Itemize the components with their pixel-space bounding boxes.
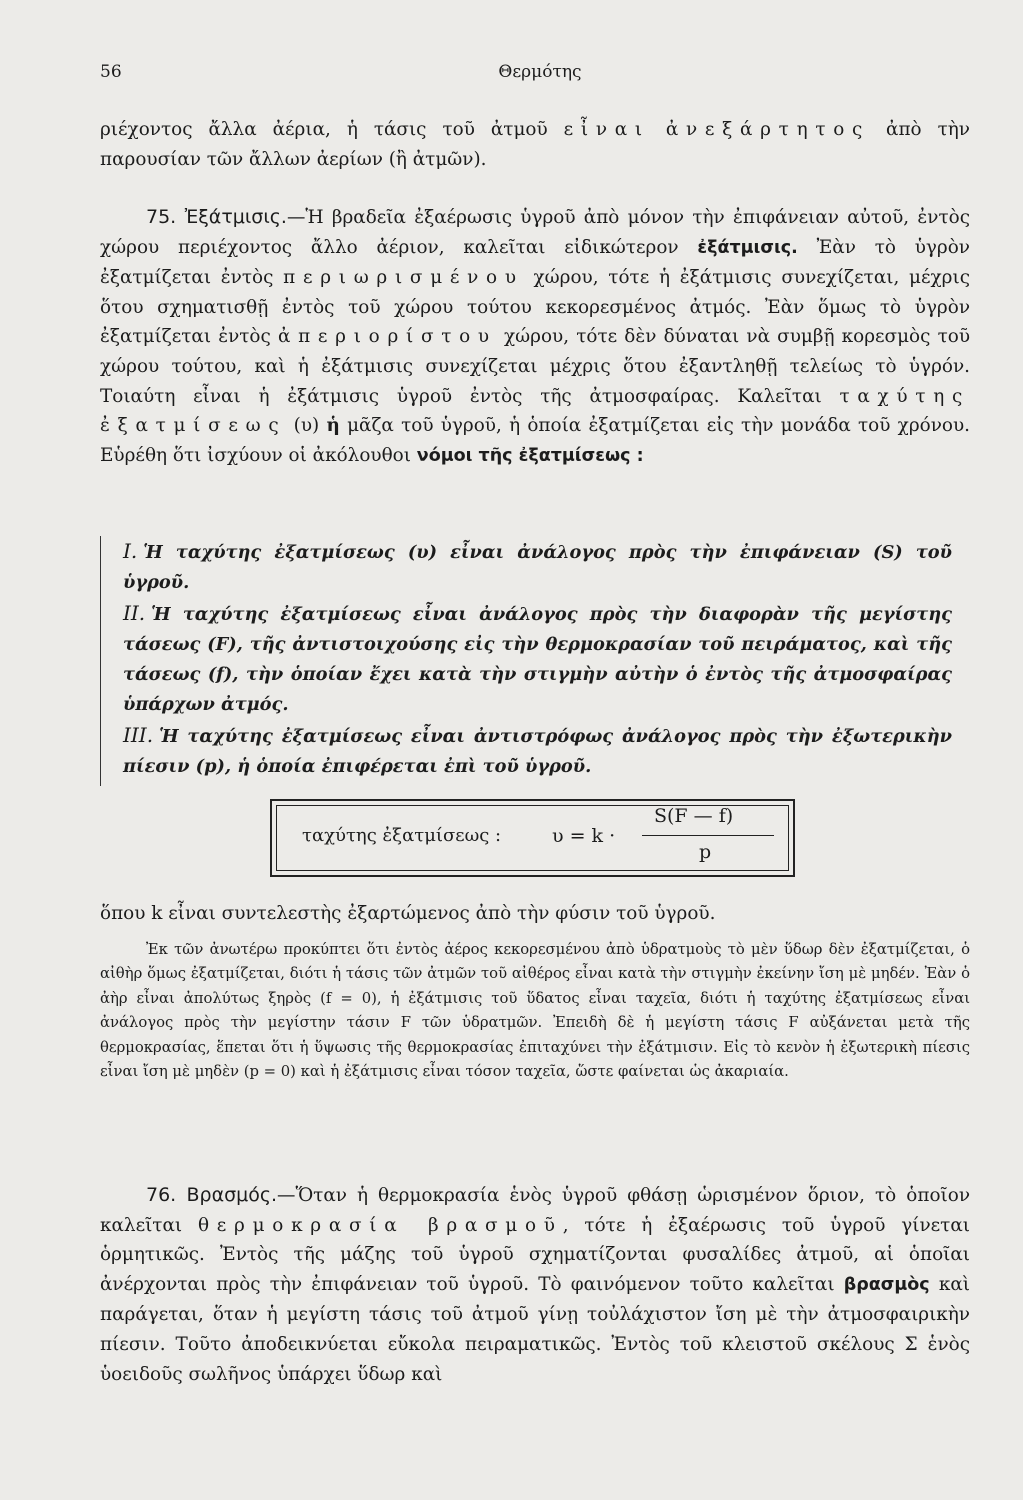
page-header xyxy=(100,62,980,92)
section-76-text-1: —Ὅταν ἡ θερμοκρασία ἑνὸς ὑγροῦ φθάσῃ ὡρισμένον ὅριον, τὸ ὁποῖον καλεῖται xyxy=(100,1185,970,1236)
fraction-bar xyxy=(642,835,774,836)
section-76-number: 76. xyxy=(146,1184,187,1206)
section-76-text-3: καὶ παράγεται, ὅταν ἡ μεγίστη τάσις τοῦ ἀτμοῦ γίνῃ τοὐλάχιστον ἴση μὲ τὴν ἀτμοσφαιρικὴν πίεσιν. Τοῦτο ἀποδεικνύεται εὔκολα πειραματικῶς. Ἐντὸς τοῦ κλειστοῦ σκέλους Σ ἑνὸς ὑοειδοῦς σωλῆνος ὑπάρχει ὕδωρ καὶ xyxy=(100,1273,970,1385)
section-75-text-3: χώρου, τότε ἡ ἐξάτμισις συνεχίζεται, μέχρις ὅτου σχηματισθῇ ἐντὸς τοῦ χώρου τούτου κεκορεσμένος ἀτμός. Ἐὰν ὅμως τὸ ὑγρὸν ἐξατμίζεται ἐντὸς xyxy=(100,267,970,348)
formula-numerator: S(F — f) xyxy=(654,805,734,827)
law-2-text: Ἡ ταχύτης ἐξατμίσεως εἶναι ἀνάλογος πρὸς τὴν διαφορὰν τῆς μεγίστης τάσεως (F), τῆς ἀντιστοιχούσης εἰς τὴν θερμοκρασίαν τοῦ πειράματος, καὶ τῆς τάσεως (f), τὴν ὁποίαν ἔχει κατὰ τὴν στιγμὴν αὐτὴν ὁ ἐντὸς τῆς ἀτμοσφαίρας ὑπάρχων ἀτμός. xyxy=(123,604,952,715)
law-3-numeral: III. xyxy=(123,723,154,747)
law-2-numeral: II. xyxy=(123,601,146,625)
section-75-text-1: —Ἡ βραδεῖα ἐξαέρωσις ὑγροῦ ἀπὸ μόνον τὴν ἐπιφάνειαν αὐτοῦ, ἐντὸς χώρου περιέχοντος ἄλλο ἀέριον, καλεῖται εἰδικώτερον xyxy=(100,207,970,258)
intro-paragraph xyxy=(100,115,970,174)
section-75-text-2: Ἐὰν τὸ ὑγρὸν ἐξατμίζεται ἐντὸς xyxy=(100,236,970,289)
law-1 xyxy=(123,536,952,598)
page-number: 56 xyxy=(100,62,122,82)
section-75 xyxy=(100,203,970,471)
term-vrasmos: βρασμὸς xyxy=(843,1274,930,1295)
formula-label: ταχύτης ἐξατμίσεως : xyxy=(302,825,502,846)
spaced-word-aperioristou: ἀπεριορίστου xyxy=(277,326,497,348)
law-1-numeral: I. xyxy=(123,539,138,563)
section-75-heading: Ἐξάτμισις. xyxy=(184,206,287,228)
spaced-word-einai: εἶναι xyxy=(563,119,650,140)
term-exatmisis: ἐξάτμισις. xyxy=(697,237,798,258)
running-title: Θερμότης xyxy=(498,62,582,82)
bold-article: ἡ xyxy=(326,415,340,437)
section-76 xyxy=(100,1181,970,1389)
intro-text: ριέχοντος ἄλλα ἀέρια, ἡ τάσις τοῦ ἀτμοῦ xyxy=(100,119,564,140)
laws-heading: νόμοι τῆς ἐξατμίσεως : xyxy=(416,445,644,466)
formula-lhs: υ = k · xyxy=(552,825,616,847)
formula-denominator: p xyxy=(699,841,712,863)
formula-box xyxy=(270,799,795,877)
law-3-text: Ἡ ταχύτης ἐξατμίσεως εἶναι ἀντιστρόφως ἀνάλογος πρὸς τὴν ἐξωτερικὴν πίεσιν (p), ἡ ὁποία ἐπιφέρεται ἐπὶ τοῦ ὑγροῦ. xyxy=(123,726,952,777)
law-2 xyxy=(123,598,952,720)
section-75-text-6: μᾶζα τοῦ ὑγροῦ, ἡ ὁποία ἐξατμίζεται εἰς τὴν μονάδα τοῦ χρόνου. Εὑρέθη ὅτι ἰσχύουν οἱ ἀκόλουθοι xyxy=(100,415,970,466)
spaced-term-boiling-point: θερμοκρασία βρασμοῦ xyxy=(198,1214,563,1236)
law-3 xyxy=(123,720,952,782)
evaporation-laws xyxy=(100,536,952,786)
law-1-text: Ἡ ταχύτης ἐξατμίσεως (υ) εἶναι ἀνάλογος πρὸς τὴν ἐπιφάνειαν (S) τοῦ ὑγροῦ. xyxy=(123,542,952,593)
section-76-heading: Βρασμός. xyxy=(186,1184,278,1206)
intro-text-end: ἀπὸ τὴν παρουσίαν τῶν ἄλλων ἀερίων (ἢ ἀτμῶν). xyxy=(100,119,970,170)
section-75-text-4: χώρου, τότε δὲν δύναται νὰ συμβῇ κορεσμὸς τοῦ χώρου τούτου, καὶ ἡ ἐξάτμισις συνεχίζεται μέχρις ὅτου ἐξαντληθῇ τελείως τὸ ὑγρόν. Τοιαύτη εἶναι ἡ ἐξάτμισις ὑγροῦ ἐντὸς τῆς ἀτμοσφαίρας. Καλεῖται xyxy=(100,326,971,407)
spaced-word-anexartitos: ἀνεξάρτητος xyxy=(665,119,871,140)
spaced-word-periorismenou: περιωρισμένου xyxy=(283,267,524,289)
small-print-text: Ἐκ τῶν ἀνωτέρω προκύπτει ὅτι ἐντὸς ἀέρος κεκορεσμένου ἀπὸ ὑδρατμοὺς τὸ μὲν ὕδωρ δὲν ἐξατμίζεται, ὁ αἰθὴρ ὅμως ἐξατμίζεται, διότι ἡ τάσις τῶν ἀτμῶν τοῦ αἰθέρος εἶναι κατὰ τὴν στιγμὴν ἐκείνην ἴση μὲ μηδέν. Ἐὰν ὁ ἀὴρ εἶναι ἀπολύτως ξηρὸς (f = 0), ἡ ἐξάτμισις τοῦ ὕδατος εἶναι ταχεῖα, διότι ἡ ταχύτης ἐξατμίσεως εἶναι ἀνάλογος πρὸς τὴν μεγίστην τάσιν F τῶν ὑδρατμῶν. Ἐπειδὴ δὲ ἡ μεγίστη τάσις F αὐξάνεται μετὰ τῆς θερμοκρασίας, ἕπεται ὅτι ἡ ὕψωσις τῆς θερμοκρασίας ἐπιταχύνει τὴν ἐξάτμισιν. Εἰς τὸ κενὸν ἡ ἐξωτερικὴ πίεσις εἶναι ἴση μὲ μηδὲν (p = 0) καὶ ἡ ἐξάτμισις εἶναι τόσον ταχεῖα, ὥστε φαίνεται ὡς ἀκαριαία. xyxy=(100,941,970,1081)
section-75-text-5: (υ) xyxy=(286,415,327,437)
formula-explanation-text: ὅπου k εἶναι συντελεστὴς ἐξαρτώμενος ἀπὸ τὴν φύσιν τοῦ ὑγροῦ. xyxy=(100,903,716,924)
formula-explanation xyxy=(100,899,970,929)
section-76-text-2: , τότε ἡ ἐξαέρωσις τοῦ ὑγροῦ γίνεται ὁρμητικῶς. Ἐντὸς τῆς μάζης τοῦ ὑγροῦ σχηματίζονται φυσαλίδες ἀτμοῦ, αἱ ὁποῖαι ἀνέρχονται πρὸς τὴν ἐπιφάνειαν τοῦ ὑγροῦ. Τὸ φαινόμενον τοῦτο καλεῖται xyxy=(100,1214,970,1295)
small-print-paragraph xyxy=(100,938,970,1084)
spaced-term-tachytis: ταχύτης ἐξατμίσεως xyxy=(100,385,970,437)
section-75-number: 75. xyxy=(146,206,185,228)
